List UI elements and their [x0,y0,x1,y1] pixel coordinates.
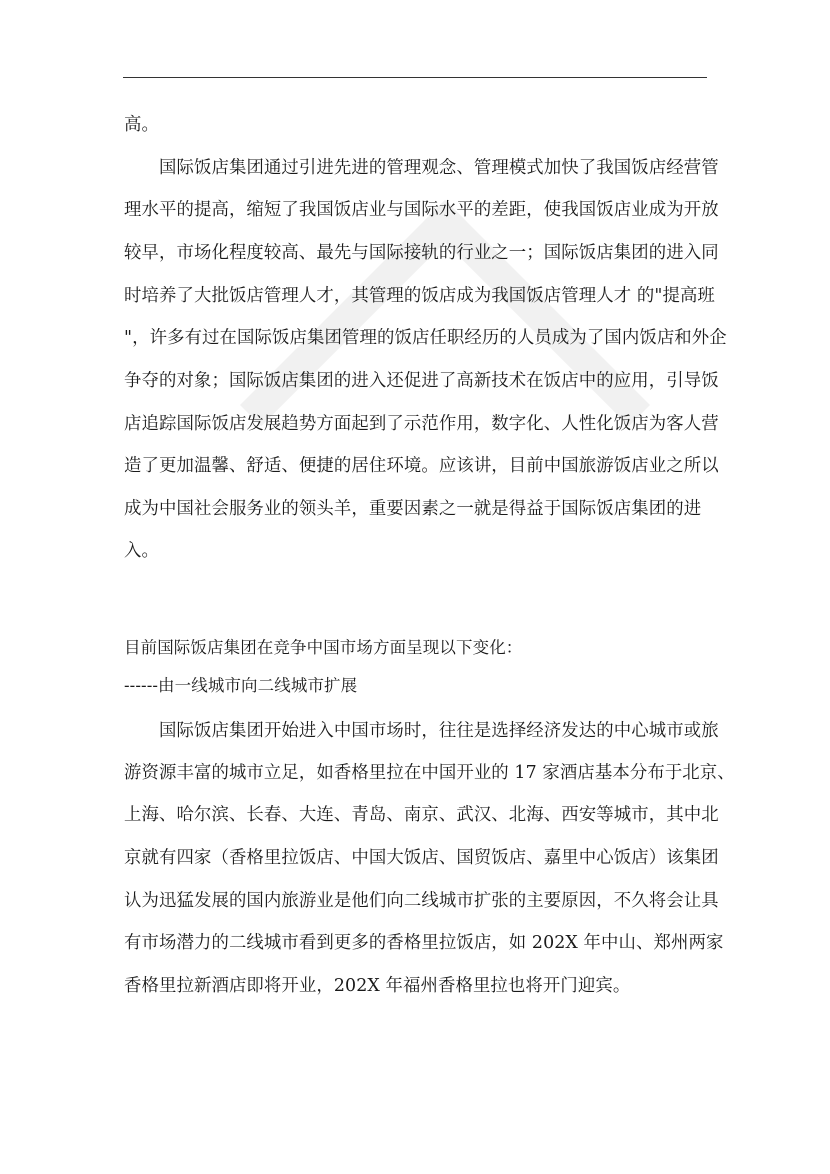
paragraph-line: "，许多有过在国际饭店集团管理的饭店任职经历的人员成为了国内饭店和外企 [124,328,727,348]
paragraph-line: 造了更加温馨、舒适、便捷的居住环境。应该讲，目前中国旅游饭店业之所以 [124,456,719,476]
paragraph-line: 香格里拉新酒店即将开业，202X 年福州香格里拉也将开门迎宾。 [124,976,631,996]
paragraph-line: 争夺的对象；国际饭店集团的进入还促进了高新技术在饭店中的应用，引导饭 [124,371,719,391]
paragraph-line: 成为中国社会服务业的领头羊，重要因素之一就是得益于国际饭店集团的进 [124,499,702,519]
paragraph-line: 时培养了大批饭店管理人才，其管理的饭店成为我国饭店管理人才 的"提高班 [124,286,715,306]
paragraph-line: 店追踪国际饭店发展趋势方面起到了示范作用，数字化、人性化饭店为客人营 [124,414,719,434]
paragraph-line: 国际饭店集团开始进入中国市场时，往往是选择经济发达的中心城市或旅 [159,721,719,741]
paragraph-line: 游资源丰富的城市立足，如香格里拉在中国开业的 17 家酒店基本分布于北京、 [124,763,735,783]
paragraph-line: 京就有四家（香格里拉饭店、中国大饭店、国贸饭店、嘉里中心饭店）该集团 [124,848,719,868]
paragraph-line: 理水平的提高，缩短了我国饭店业与国际水平的差距，使我国饭店业成为开放 [124,200,719,220]
paragraph-line: 有市场潜力的二线城市看到更多的香格里拉饭店，如 202X 年中山、郑州两家 [124,933,724,953]
paragraph-line: 入。 [124,541,159,561]
paragraph-line: 认为迅猛发展的国内旅游业是他们向二线城市扩张的主要原因，不久将会让具 [124,891,719,911]
paragraph-line: 上海、哈尔滨、长春、大连、青岛、南京、武汉、北海、西安等城市，其中北 [124,805,719,825]
header-rule [123,77,707,78]
paragraph-line: 国际饭店集团通过引进先进的管理观念、管理模式加快了我国饭店经营管 [159,158,719,178]
intro-text: 目前国际饭店集团在竞争中国市场方面呈现以下变化： [124,638,523,657]
paragraph-line: 高。 [124,115,159,135]
paragraph-line: 较早，市场化程度较高、最先与国际接轨的行业之一；国际饭店集团的进入同 [124,243,719,263]
section-subheading: ------由一线城市向二线城市扩展 [124,676,358,695]
